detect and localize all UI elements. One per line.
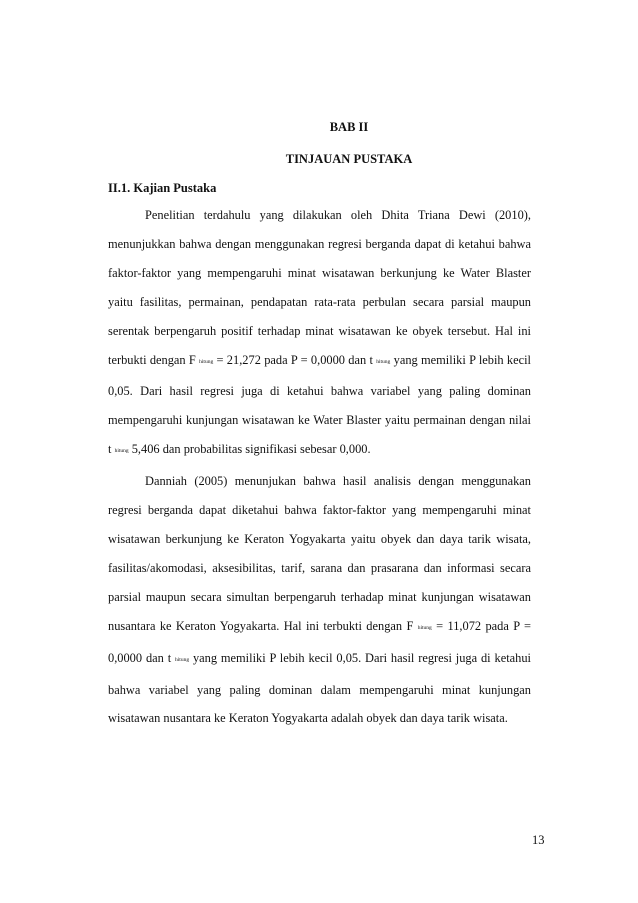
body-text (108, 201, 531, 733)
text-line: = 21,272 pada P = 0,0000 dan t (216, 352, 373, 367)
chapter-title: TINJAUAN PUSTAKA (285, 152, 413, 166)
text-line: yang memiliki P lebih kecil 0,05. Dari hasil regresi juga di (192, 650, 491, 665)
text-line: parsial maupun secara simultan berpengaruh terhadap minat kunjungan wisatawan (108, 589, 531, 604)
text-line: tersebut. Hal ini terbukti dengan F (108, 323, 531, 367)
text-line: memiliki P lebih kecil 0,05. Dari hasil regresi juga di ketahui bahwa variabel yang (108, 352, 531, 399)
text-line: maupun serentak berpengaruh positif terhadap minat wisatawan ke obyek (108, 294, 531, 338)
text-line: fasilitas/akomodasi, aksesibilitas, tarif, sarana dan prasarana dan informasi secara (108, 560, 531, 575)
section-heading: II.1. Kajian Pustaka (108, 181, 217, 195)
text-line: yang (393, 352, 418, 367)
text-line: 5,406 dan probabilitas signifikasi sebesar 0,000. (131, 442, 371, 457)
subscript: hitung (175, 656, 190, 663)
page-number: 13 (532, 833, 545, 847)
subscript: hitung (199, 358, 214, 365)
text-line: bahwa faktor-faktor yang mempengaruhi minat wisatawan berkunjung ke Water (108, 236, 531, 280)
text-line: = 11,072 pada P = (436, 618, 532, 633)
text-line: Penelitian terdahulu yang dilakukan oleh Dhita Triana Dewi (2010), (145, 208, 531, 222)
subscript: hitung (376, 358, 391, 365)
subscript: hitung (417, 624, 432, 631)
text-line: ketahui bahwa variabel yang paling dominan dalam mempengaruhi minat (108, 650, 531, 697)
chapter-heading: BAB II (329, 120, 369, 134)
text-line: permainan dengan nilai t (108, 413, 532, 457)
text-line: tarik wisata. (447, 711, 508, 726)
subscript: hitung (114, 448, 129, 455)
text-line: paling dominan mempengaruhi kunjungan wisatawan ke Water Blaster yaitu (108, 384, 531, 428)
text-line: regresi berganda dapat diketahui bahwa faktor-faktor yang mempengaruhi minat (108, 503, 531, 518)
text-line: Danniah (2005) menunjukan bahwa hasil analisis dengan menggunakan (145, 474, 531, 489)
text-line: nusantara ke Keraton Yogyakarta. Hal ini terbukti dengan F (108, 618, 414, 633)
text-line: kunjungan wisatawan nusantara ke Keraton Yogyakarta adalah obyek dan daya (108, 682, 531, 726)
paragraph-2 (108, 467, 531, 733)
paragraph-1 (108, 201, 531, 467)
text-line: wisatawan berkunjung ke Keraton Yogyakarta yaitu obyek dan daya tarik wisata, (108, 531, 531, 546)
text-line: 0,0000 dan t (108, 650, 172, 665)
text-line: Blaster yaitu fasilitas, permainan, pendapatan rata-rata perbulan secara parsial (108, 265, 531, 309)
text-line: menunjukkan bahwa dengan menggunakan regresi berganda dapat di ketahui (108, 236, 495, 251)
